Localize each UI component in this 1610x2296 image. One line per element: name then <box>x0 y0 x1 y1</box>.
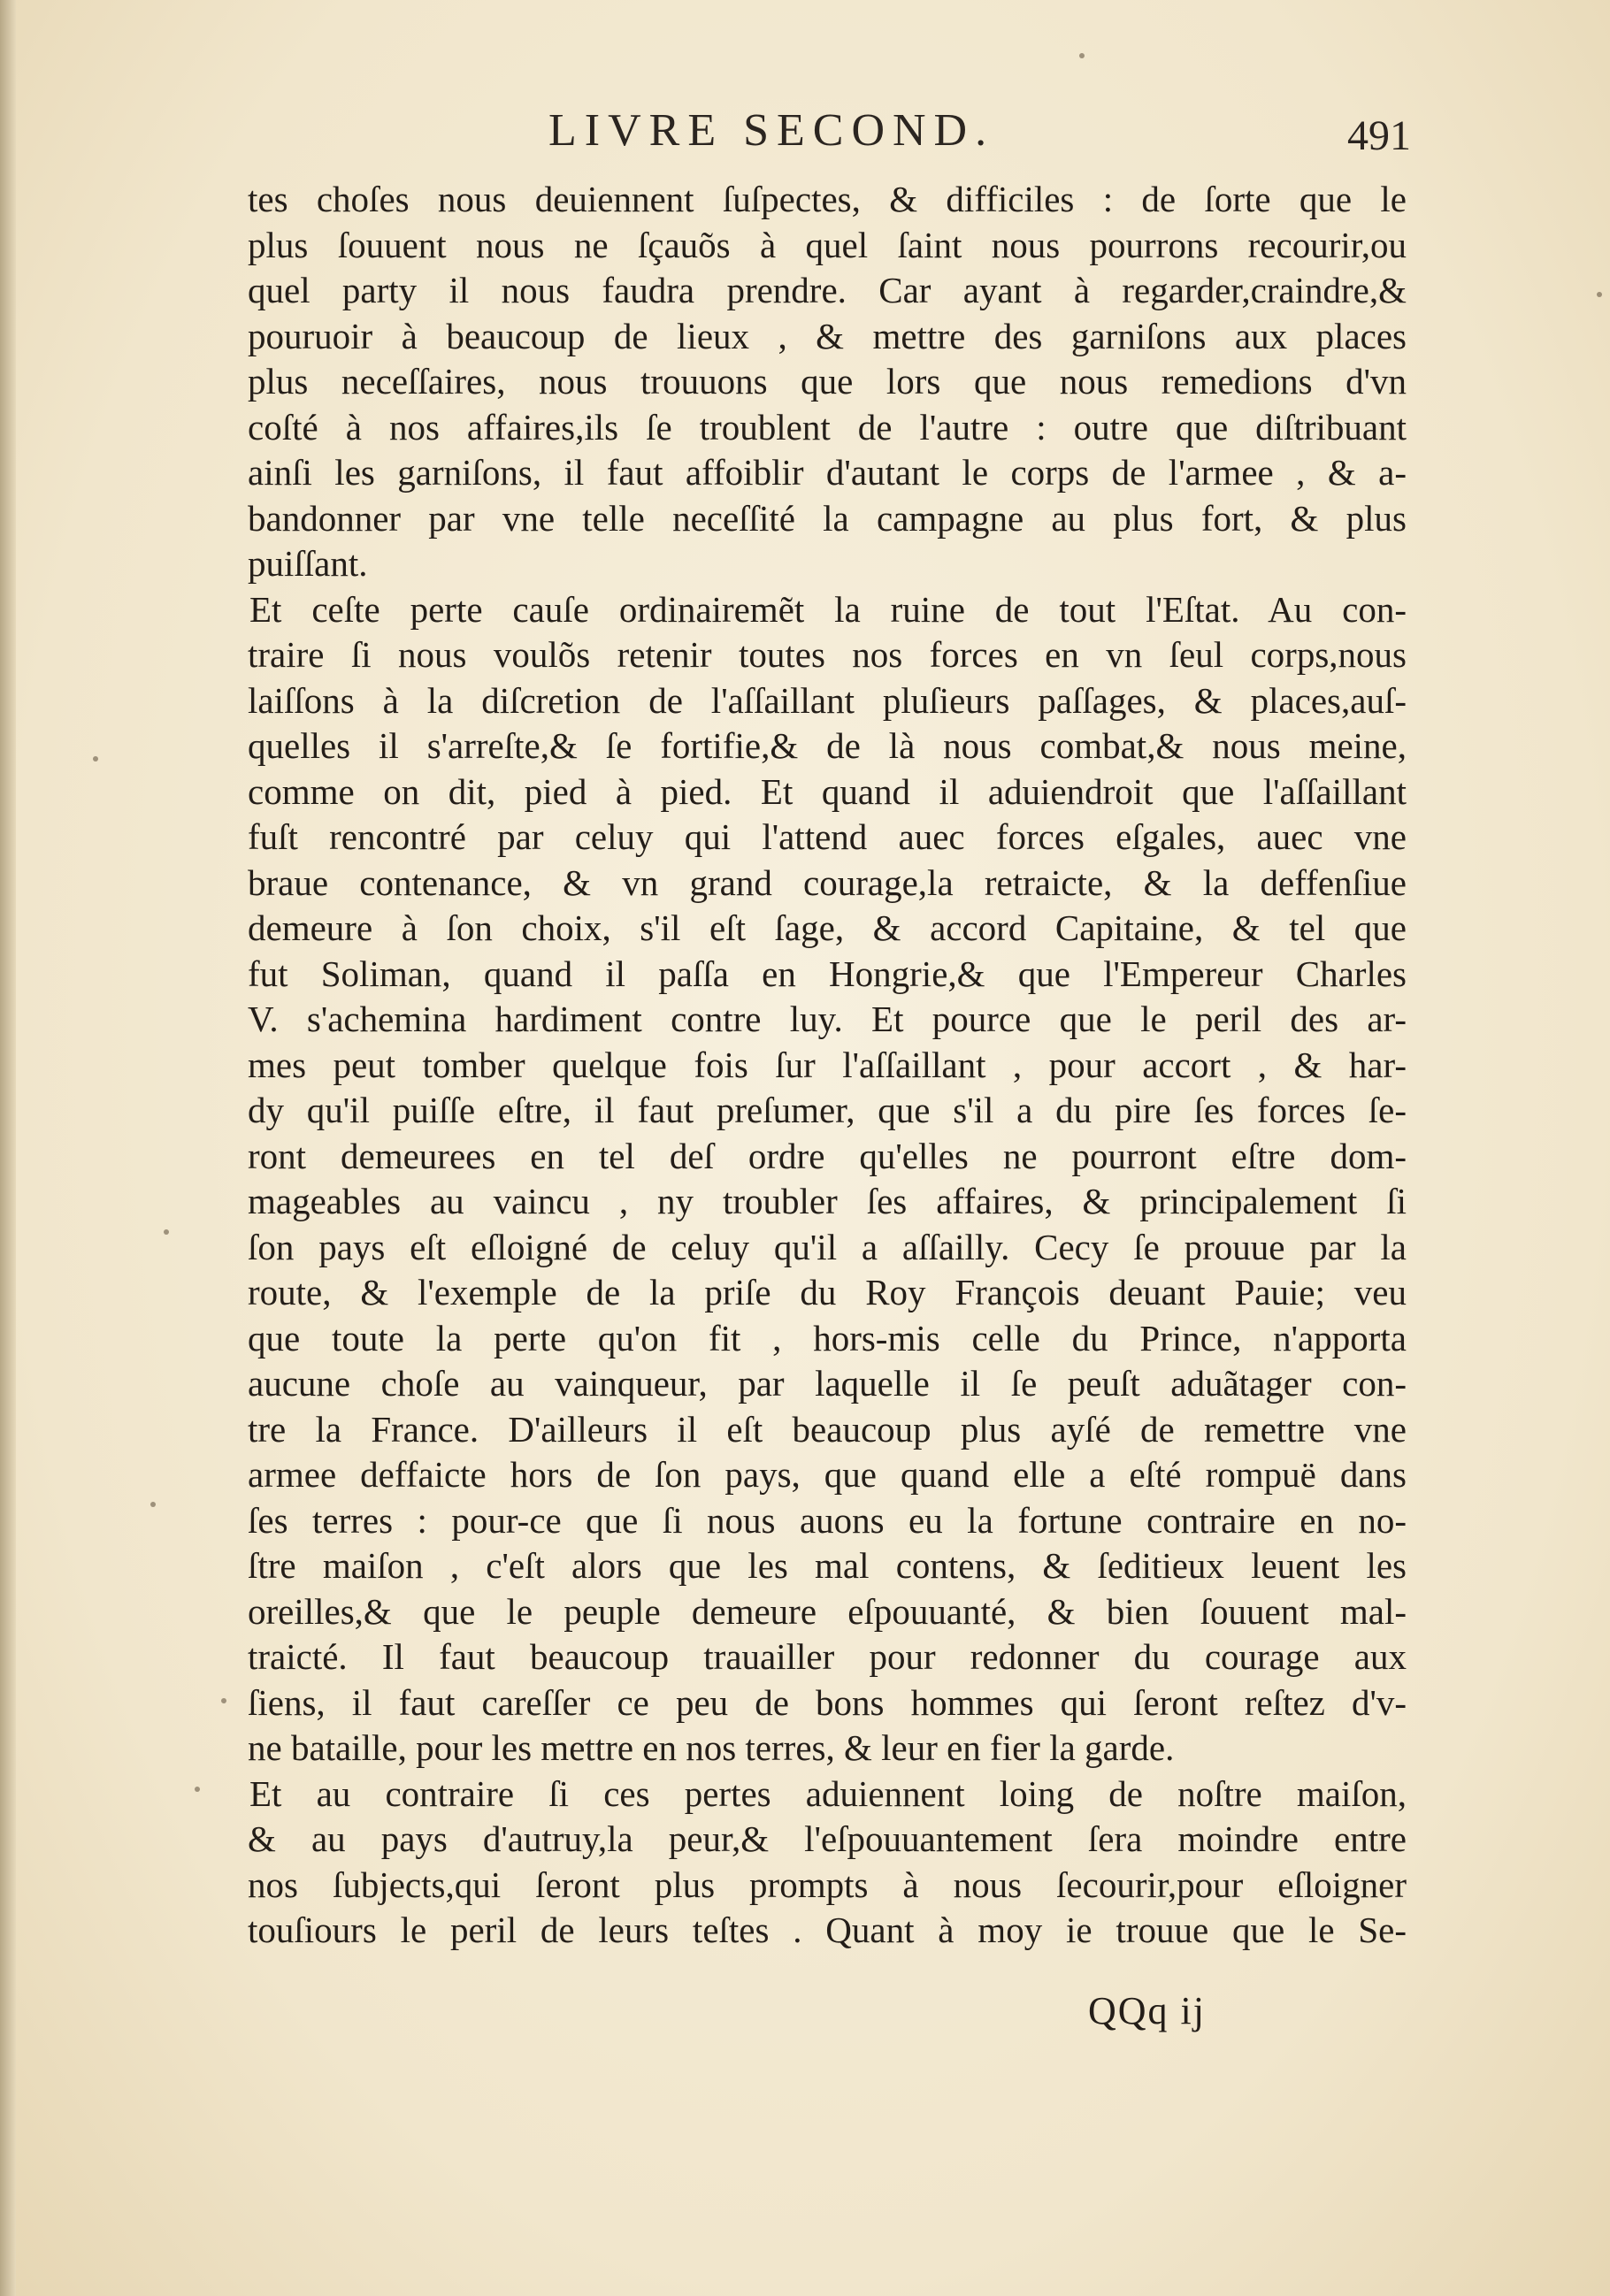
text-line: pouruoir à beaucoup de lieux , & mettre des garniſons aux places <box>248 315 1407 356</box>
text-line: que toute la perte qu'on fit , hors-mis celle du Prince, n'apporta <box>248 1317 1407 1358</box>
text-line: fuſt rencontré par celuy qui l'attend auec forces eſgales, auec vne <box>248 816 1407 857</box>
text-line: mageables au vaincu , ny troubler ſes affaires, & principalement ſi <box>248 1181 1407 1221</box>
text-line: armee deffaicte hors de ſon pays, que quand elle a eſté rompuë dans <box>248 1454 1407 1495</box>
text-line: ſiens, il faut careſſer ce peu de bons hommes qui ſeront reſtez d'v- <box>248 1681 1407 1723</box>
text-line: ne bataille, pour les mettre en nos terres, & leur en fier la garde. <box>248 1727 1175 1768</box>
text-line: traire ſi nous voulõs retenir toutes nos forces en vn ſeul corps,nous <box>248 634 1407 675</box>
ink-speck <box>1597 292 1602 297</box>
text-line: braue contenance, & vn grand courage,la retraicte, & la deffenſiue <box>248 861 1407 903</box>
text-line: coſté à nos affaires,ils ſe troublent de l'autre : outre que diſtribuant <box>248 406 1407 448</box>
signature-mark: QQq ij <box>1088 1989 1206 2032</box>
ink-speck <box>195 1787 200 1792</box>
running-head <box>248 104 1411 166</box>
text-line: route, & l'exemple de la priſe du Roy François deuant Pauie; veu <box>248 1272 1407 1313</box>
text-line: ſon pays eſt eſloigné de celuy qu'il a aſſailly. Cecy ſe prouue par la <box>248 1226 1407 1267</box>
text-line: laiſſons à la diſcretion de l'aſſaillant pluſieurs paſſages, & places,auſ- <box>248 679 1407 721</box>
text-line: ſes terres : pour-ce que ſi nous auons eu la fortune contraire en no- <box>248 1499 1407 1541</box>
text-line: ront demeurees en tel deſ ordre qu'elles ne pourront eſtre dom- <box>248 1135 1407 1176</box>
ink-speck <box>221 1698 226 1703</box>
text-line: plus ſouuent nous ne ſçauõs à quel ſaint nous pourrons recourir,ou <box>248 224 1407 265</box>
text-block <box>248 177 1407 1954</box>
text-line: & au pays d'autruy,la peur,& l'eſpouuantement ſera moindre entre <box>248 1818 1407 1859</box>
text-line: traicté. Il faut beaucoup trauailler pour redonner du courage aux <box>248 1636 1407 1677</box>
text-line: tes choſes nous deuiennent ſuſpectes, & difficiles : de ſorte que le <box>248 179 1407 219</box>
text-line: dy qu'il puiſſe eſtre, il faut preſumer, que s'il a du pire ſes forces ſe- <box>248 1090 1407 1130</box>
page-number: 491 <box>1347 112 1411 159</box>
ink-speck <box>1079 53 1085 58</box>
text-line: comme on dit, pied à pied. Et quand il aduiendroit que l'aſſaillant <box>248 770 1407 812</box>
ink-speck <box>164 1229 169 1235</box>
running-title: LIVRE SECOND. <box>548 105 995 156</box>
text-line: demeure à ſon choix, s'il eſt ſage, & accord Capitaine, & tel que <box>248 907 1407 948</box>
page-edge-shadow <box>0 0 16 2296</box>
text-line: quelles il s'arreſte,& ſe fortifie,& de là nous combat,& nous meine, <box>248 725 1407 766</box>
text-line: puiſſant. <box>248 543 368 584</box>
text-line: nos ſubjects,qui ſeront plus prompts à nous ſecourir,pour eſloigner <box>248 1864 1407 1905</box>
text-line: Et au contraire ſi ces pertes aduiennent loing de noſtre maiſon, <box>249 1772 1407 1814</box>
ink-speck <box>93 756 98 762</box>
text-line: quel party il nous faudra prendre. Car ayant à regarder,craindre,& <box>248 270 1407 310</box>
text-line: oreilles,& que le peuple demeure eſpouuanté, & bien ſouuent mal- <box>248 1590 1407 1632</box>
text-line: ſtre maiſon , c'eſt alors que les mal contens, & ſeditieux leuent les <box>248 1545 1407 1586</box>
text-line: ainſi les garniſons, il faut affoiblir d'autant le corps de l'armee , & a- <box>248 452 1407 493</box>
ink-speck <box>150 1502 156 1507</box>
text-line: V. s'achemina hardiment contre luy. Et pource que le peril des ar- <box>248 999 1407 1039</box>
text-line: touſiours le peril de leurs teſtes . Quant à moy ie trouue que le Se- <box>248 1910 1407 1950</box>
text-line: bandonner par vne telle neceſſité la campagne au plus fort, & plus <box>248 497 1407 539</box>
text-line: tre la France. D'ailleurs il eſt beaucoup plus ayſé de remettre vne <box>248 1408 1407 1450</box>
text-line: plus neceſſaires, nous trouuons que lors que nous remedions d'vn <box>248 361 1407 402</box>
text-line: aucune choſe au vainqueur, par laquelle il ſe peuſt aduãtager con- <box>248 1363 1407 1404</box>
text-line: fut Soliman, quand il paſſa en Hongrie,& que l'Empereur Charles <box>248 953 1407 994</box>
text-line: mes peut tomber quelque fois ſur l'aſſaillant , pour accort , & har- <box>248 1044 1407 1085</box>
text-line: Et ceſte perte cauſe ordinairemẽt la ruine de tout l'Eſtat. Au con- <box>249 588 1407 630</box>
